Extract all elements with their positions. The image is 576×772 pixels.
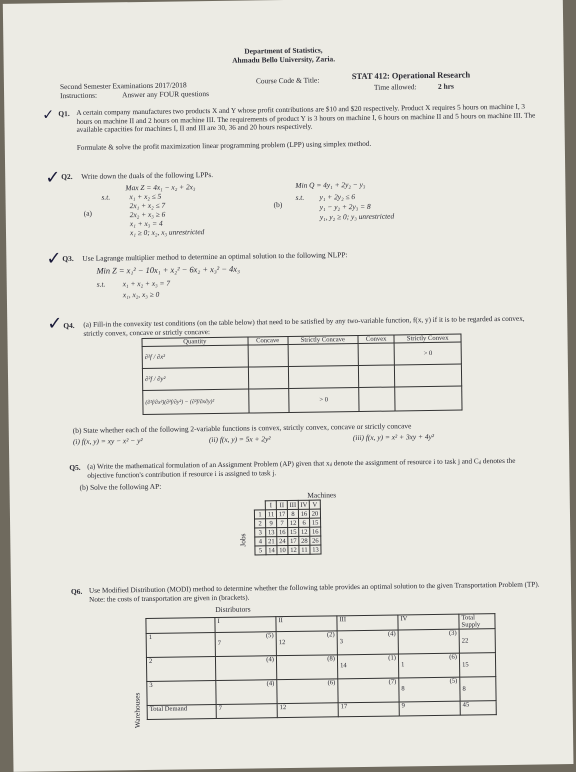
check-mark-icon: ✓ [46, 248, 62, 270]
cost-value: (6) [327, 679, 336, 687]
table-cell: 21 [266, 537, 277, 546]
q6-number: Q6. [70, 586, 83, 597]
university-title: Ahmadu Bello University, Zaria. [232, 54, 336, 65]
q3-objective: Min Z = x₁² − 10x₁ + x₂² − 6x₂ + x₃² − 4x₃ [96, 264, 240, 276]
column-header: Strictly Concave [288, 336, 358, 345]
exam-paper [3, 0, 574, 772]
row-header: 2 [146, 657, 215, 682]
cost-value: (4) [387, 630, 396, 638]
assignment-matrix [254, 500, 322, 556]
column-header: IV [298, 500, 309, 509]
table-cell [338, 678, 399, 703]
cost-value: (3) [448, 629, 457, 637]
q4b-text: (b) State whether each of the following 2-variable functions is convex, strictly convex, concave or strictly concave [72, 421, 412, 435]
q5-text-b: (b) Solve the following AP: [79, 481, 162, 492]
table-cell: 16 [298, 509, 309, 518]
q4-text: (a) Fill-in the convexity test conditions (on the table below) that need to be satisfied by any two-variable function, f(x, y) if it is to be regarded as convex, strictly convex, concave or strictly concave: [83, 314, 525, 338]
q5-number: Q5. [69, 462, 81, 473]
instructions-text: Answer any FOUR questions [122, 89, 209, 100]
q2a-constraint: 2x₁ + x₂ ≤ 7 [129, 200, 166, 211]
q2-number: Q2. [61, 171, 73, 182]
table-cell [399, 677, 460, 702]
table-cell: 13 [310, 545, 321, 554]
row-header: 3 [147, 681, 216, 706]
table-cell [248, 388, 288, 413]
time-label: Time allowed: [373, 82, 417, 92]
demand-total-cell: 45 [460, 701, 496, 716]
q2a-constraint: x₁ + x₃ = 4 [129, 218, 163, 229]
cost-value: (4) [266, 656, 275, 664]
quantity-cell: ∂²f / ∂y² [142, 367, 248, 390]
allocation-value: 3 [339, 638, 344, 646]
table-cell [277, 679, 338, 704]
corner-cell [146, 618, 215, 634]
q2-text: Write down the duals of the following LPPs. [81, 170, 214, 181]
table-cell: 17 [288, 536, 299, 545]
q2a-constraint: 2x₂ + x₃ ≥ 6 [129, 209, 166, 220]
machines-label: Machines [307, 490, 337, 500]
q2b-constraint: y₁ + 2y₂ ≤ 6 [319, 192, 356, 202]
column-header: III [337, 615, 398, 631]
row-header: 1 [146, 633, 215, 658]
column-header: Total Supply [459, 614, 495, 630]
row-header: 2 [255, 519, 266, 528]
q2a-label: (a) [83, 208, 93, 218]
cost-value: (5) [265, 632, 274, 640]
cost-value: (8) [327, 655, 336, 663]
q4b-function-i: (i) f(x, y) = xy − x² − y² [72, 436, 143, 446]
q4-number: Q4. [63, 320, 75, 331]
table-cell: 14 [266, 546, 277, 555]
table-cell: 20 [309, 509, 320, 518]
table-cell: > 0 [288, 388, 359, 413]
transportation-table [145, 613, 496, 720]
table-row [255, 545, 321, 555]
q2b-label: (b) [273, 200, 283, 210]
check-mark-icon: ✓ [42, 107, 55, 124]
table-cell [395, 364, 462, 387]
q4b-function-ii: (ii) f(x, y) = 5x + 2y² [208, 434, 271, 445]
column-header: Strictly Convex [394, 334, 461, 343]
row-header: 1 [254, 510, 265, 519]
table-cell [337, 654, 398, 679]
exam-session: Second Semester Examinations 2017/2018 [59, 80, 187, 92]
table-cell [216, 680, 277, 705]
q3-number: Q3. [62, 253, 74, 264]
table-cell [337, 630, 398, 655]
allocation-value: 7 [217, 639, 222, 647]
table-cell: 15 [310, 518, 321, 527]
course-title: STAT 412: Operational Research [351, 70, 471, 82]
check-mark-icon: ✓ [47, 313, 63, 335]
q2a-objective: Max Z = 4x₁ − x₂ + 2x₃ [125, 182, 196, 193]
q4b-function-iii: (iii) f(x, y) = x² + 3xy + 4y² [352, 431, 435, 443]
q2a-constraint: x₁ ≥ 0; x₂, x₃ unrestricted [129, 227, 205, 238]
demand-cell: 12 [277, 703, 338, 718]
table-cell [276, 655, 337, 680]
q2a-st: s.t. [101, 192, 111, 202]
table-cell [395, 386, 462, 411]
q2b-constraint: y₁, y₂ ≥ 0; y₃ unrestricted [319, 211, 395, 222]
table-cell [288, 344, 359, 367]
table-cell: 6 [299, 518, 310, 527]
q3-st: s.t. [96, 279, 106, 289]
table-cell: 12 [299, 527, 310, 536]
corner-cell [254, 501, 265, 510]
table-cell [358, 365, 395, 388]
column-header: II [276, 501, 287, 510]
department-title: Department of Statistics, [244, 45, 323, 56]
table-cell [398, 629, 459, 654]
table-cell [248, 366, 288, 389]
table-cell: 16 [310, 527, 321, 536]
q2a-constraint: x₁ + x₂ ≤ 5 [129, 191, 162, 202]
table-cell: 11 [265, 510, 276, 519]
table-cell [358, 343, 395, 366]
q6-text: Use Modified Distribution (MODI) method to determine whether the following table provides an optimal solution to the given Transportation Problem (TP). Note: the costs of transportation are given in (brackets). [88, 580, 540, 604]
column-header: V [309, 500, 320, 509]
cost-value: (4) [266, 680, 275, 688]
column-header: I [265, 501, 276, 510]
table-cell [359, 387, 396, 412]
convexity-table [141, 334, 462, 415]
distributors-label: Distributors [215, 604, 251, 615]
q2b-objective: Min Q = 4y₁ + 2y₂ − y₃ [295, 179, 366, 190]
table-cell: 7 [277, 519, 288, 528]
table-cell [288, 366, 359, 389]
q1-text: A certain company manufactures two products X and Y whose profit contributions are $10 and $20 respectively. Product X requires 5 hours on machine I, 3 hours on machine II and 2 hours on machine III. The requirements of product Y is 3 hours on machine I, 6 hours on machine II and 5 hours on machine III. The available capacities for machines I, II and III are 30, 36 and 20 hours respectively. [76, 102, 536, 135]
table-cell: 11 [299, 545, 310, 554]
table-cell [248, 344, 288, 367]
table-cell: 15 [288, 527, 299, 536]
table-cell: > 0 [394, 342, 461, 365]
table-cell: 10 [277, 546, 288, 555]
quantity-cell: ∂²f / ∂x² [142, 345, 248, 368]
column-header: Quantity [142, 337, 248, 346]
demand-cell: 17 [338, 702, 399, 717]
q1-number: Q1. [58, 109, 70, 119]
time-value: 2 hrs [437, 81, 454, 91]
table-cell: 28 [299, 536, 310, 545]
supply-cell: 15 [459, 653, 495, 678]
demand-cell: 7 [216, 704, 277, 719]
table-cell [398, 653, 459, 678]
table-cell: 12 [288, 545, 299, 554]
q1-task: Formulate & solve the profit maximization linear programming problem (LPP) using simplex method. [76, 139, 372, 152]
q5-text-a: (a) Write the mathematical formulation of an Assignment Problem (AP) given that xᵢⱼ denote the assignment of resource i to task j and Cᵢⱼ denotes the objective function's contribution if resource i is assigned to task j. [87, 456, 516, 480]
check-mark-icon: ✓ [45, 167, 61, 189]
allocation-value: 8 [401, 685, 405, 693]
table-cell: 16 [277, 528, 288, 537]
column-header: I [215, 617, 276, 633]
q3-constraint: x₁, x₂, x₃ ≥ 0 [122, 289, 160, 300]
row-header: 4 [255, 537, 266, 546]
table-cell: 12 [288, 518, 299, 527]
column-header: Convex [358, 335, 395, 344]
cost-value: (5) [449, 677, 458, 685]
q2b-constraint: y₁ − y₂ + 2y₃ = 8 [319, 201, 371, 212]
course-label: Course Code & Title: [255, 75, 320, 86]
q3-constraint: x₁ + x₂ + x₃ = 7 [122, 278, 171, 289]
allocation-value: 12 [278, 639, 286, 647]
jobs-label: Jobs [238, 533, 248, 547]
row-header: 3 [255, 528, 266, 537]
table-cell [215, 656, 276, 681]
column-header: IV [398, 614, 459, 630]
table-cell [276, 631, 337, 656]
column-header: III [287, 500, 298, 509]
warehouses-label: Warehouses [132, 692, 142, 729]
table-row [143, 386, 462, 414]
demand-cell: 9 [399, 701, 460, 716]
q3-text: Use Lagrange multiplier method to determine an optimal solution to the following NLPP: [82, 250, 348, 263]
column-header: II [276, 616, 337, 632]
q2b-st: s.t. [295, 192, 305, 202]
cost-value: (2) [326, 631, 335, 639]
table-cell [215, 632, 276, 657]
cost-value: (1) [388, 654, 397, 662]
quantity-cell: (∂²f/∂x²)(∂²f/∂y²) − (∂²f/∂x∂y)² [143, 389, 249, 414]
table-cell: 26 [310, 536, 321, 545]
allocation-value: 14 [340, 662, 347, 670]
table-cell: 8 [287, 509, 298, 518]
column-header: Concave [248, 336, 288, 345]
table-cell: 24 [277, 537, 288, 546]
table-cell: 9 [266, 519, 277, 528]
supply-cell: 8 [460, 677, 496, 702]
row-header: 5 [255, 546, 266, 555]
row-header: Total Demand [147, 705, 216, 720]
table-cell: 17 [276, 510, 287, 519]
supply-cell: 22 [459, 629, 495, 654]
cost-value: (6) [449, 653, 458, 661]
table-cell: 13 [266, 528, 277, 537]
allocation-value: 1 [401, 661, 405, 669]
cost-value: (7) [388, 678, 397, 686]
instructions-label: Instructions: [60, 90, 98, 101]
